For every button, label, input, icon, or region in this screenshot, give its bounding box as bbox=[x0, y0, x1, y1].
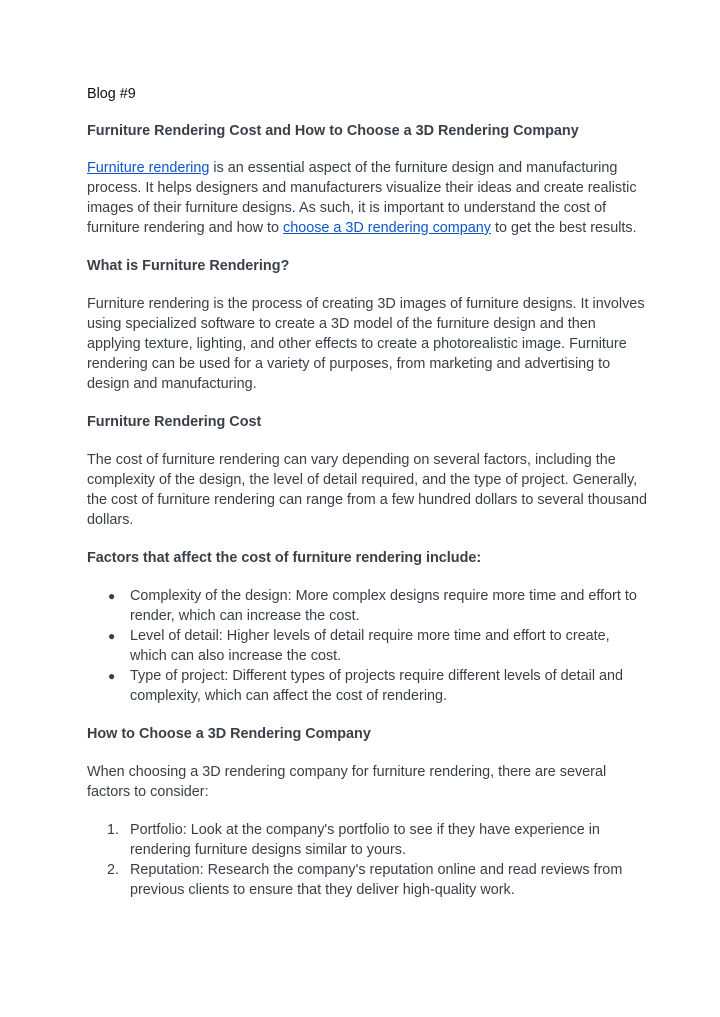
document-title: Furniture Rendering Cost and How to Choose a 3D Rendering Company bbox=[87, 123, 579, 139]
list-item-text: Reputation: Research the company's reputation online and read reviews from previous clients to ensure that they deliver high-quality work. bbox=[130, 862, 623, 898]
section-body-what-is: Furniture rendering is the process of creating 3D images of furniture designs. It involves using specialized software to create a 3D model of the furniture design and then applying texture, lighting, and other effects to create a photorealistic image. Furniture rendering can be used for a variety of purposes, from marketing and advertising to design and manufacturing. bbox=[87, 296, 645, 392]
list-item bbox=[107, 860, 647, 900]
section-body-cost: The cost of furniture rendering can vary depending on several factors, including the complexity of the design, the level of detail required, and the type of project. Generally, the cost of furniture rendering can range from a few hundred dollars to several thousand dollars. bbox=[87, 452, 647, 528]
list-item-text: Level of detail: Higher levels of detail require more time and effort to create, which can also increase the cost. bbox=[130, 628, 610, 664]
list-item bbox=[108, 666, 647, 706]
list-number: 2. bbox=[107, 862, 120, 878]
list-item-text: Type of project: Different types of projects require different levels of detail and complexity, which can affect the cost of rendering. bbox=[130, 668, 624, 704]
section-heading-choose: How to Choose a 3D Rendering Company bbox=[87, 726, 371, 742]
intro-paragraph bbox=[87, 158, 647, 238]
list-item bbox=[108, 626, 647, 666]
list-number: 1. bbox=[107, 822, 120, 838]
section-heading-what-is: What is Furniture Rendering? bbox=[87, 258, 290, 274]
section-heading-factors: Factors that affect the cost of furniture rendering include: bbox=[87, 550, 482, 566]
section-heading-cost: Furniture Rendering Cost bbox=[87, 414, 262, 430]
choose-company-link[interactable]: choose a 3D rendering company bbox=[283, 220, 491, 236]
section-body-choose: When choosing a 3D rendering company for furniture rendering, there are several factors to consider: bbox=[87, 764, 607, 800]
furniture-rendering-link[interactable]: Furniture rendering bbox=[87, 160, 210, 176]
intro-text-1: is an essential aspect of the furniture design and manufacturing process. It helps designers and manufacturers visualize their ideas and create realistic images of their furniture designs. As such, it is important to understand the cost of furniture rendering and how to bbox=[87, 160, 637, 236]
list-item bbox=[107, 820, 647, 860]
bullet-icon: ● bbox=[108, 629, 116, 643]
factors-list bbox=[87, 586, 647, 706]
intro-text-2: to get the best results. bbox=[491, 220, 637, 236]
blog-label: Blog #9 bbox=[87, 86, 136, 102]
document-page bbox=[87, 84, 647, 918]
list-item-text: Complexity of the design: More complex designs require more time and effort to render, which can increase the cost. bbox=[130, 588, 637, 624]
bullet-icon: ● bbox=[108, 589, 116, 603]
list-item bbox=[108, 586, 647, 626]
choose-list bbox=[87, 820, 647, 900]
list-item-text: Portfolio: Look at the company's portfolio to see if they have experience in rendering furniture designs similar to yours. bbox=[130, 822, 600, 858]
bullet-icon: ● bbox=[108, 669, 116, 683]
